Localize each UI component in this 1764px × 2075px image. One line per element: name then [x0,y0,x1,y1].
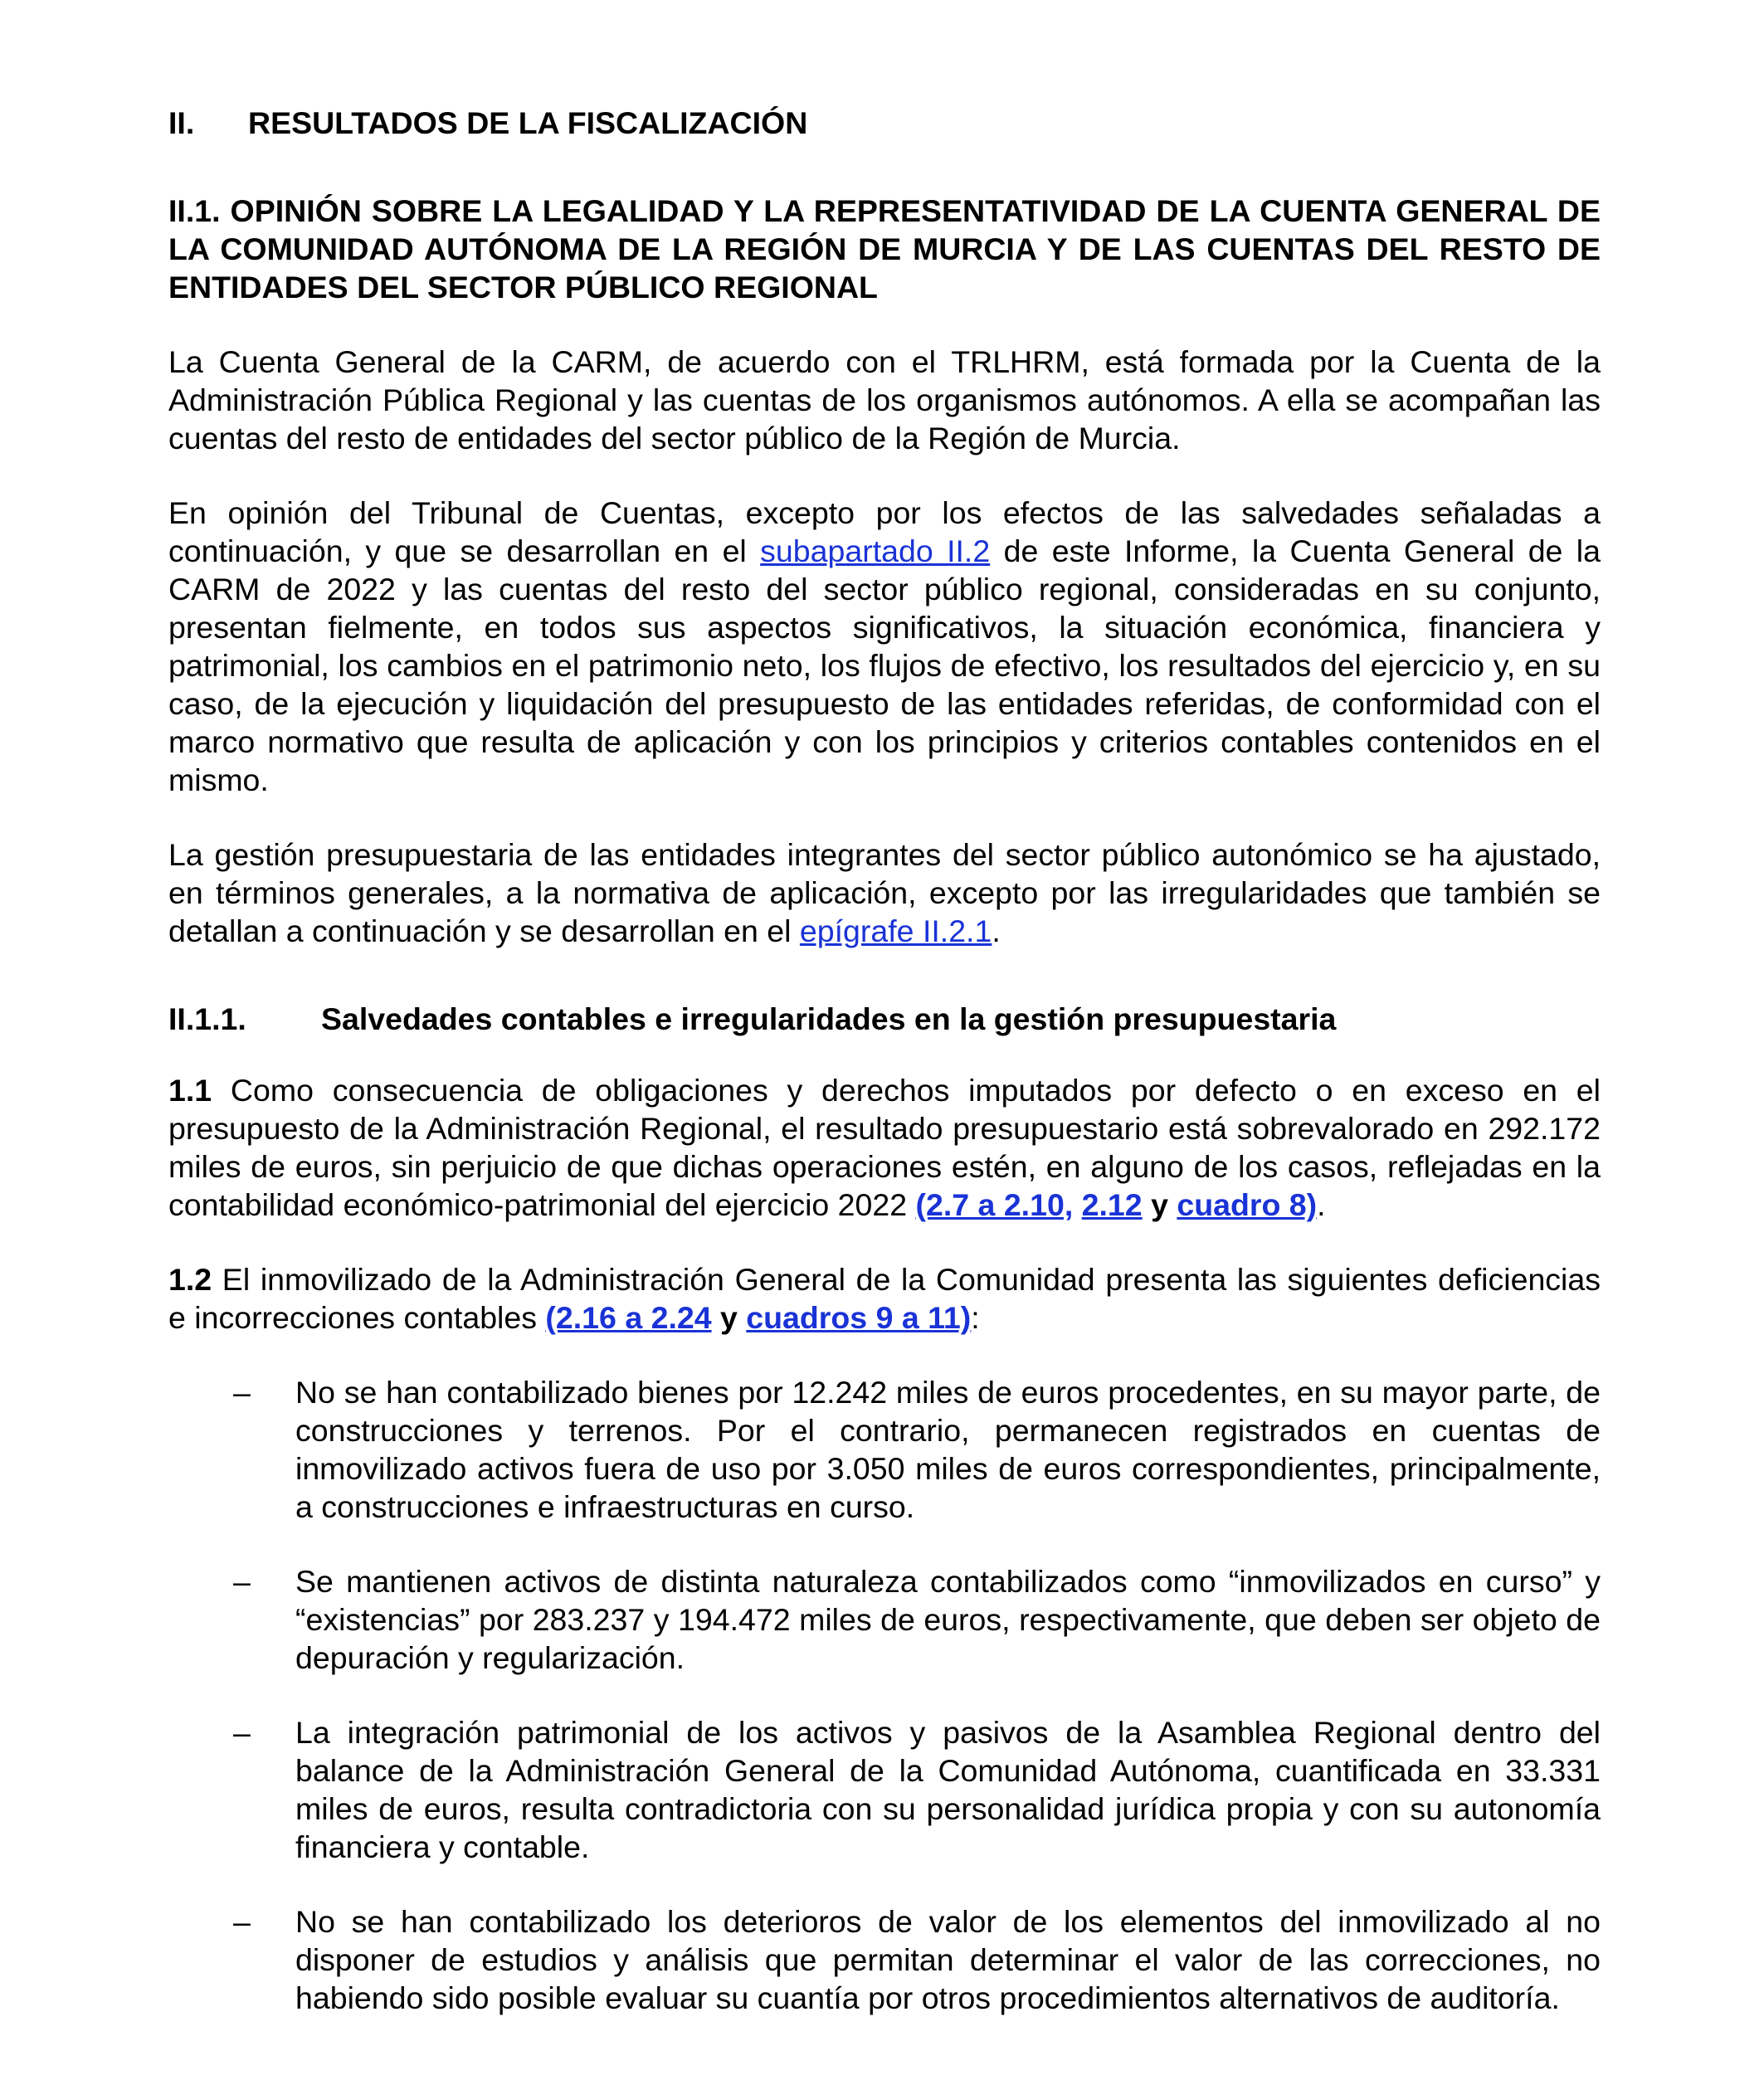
document-page [168,104,1601,2053]
separator: y [711,1300,747,1335]
list-item [168,1713,1601,1866]
list-item-text: La integración patrimonial de los activos y pasivos de la Asamblea Regional dentro del balance de la Administración General de la Comunidad Autónoma, cuantificada en 33.331 miles de euros, resulta contradictoria con su personalidad jurídica propia y con su autonomía financiera y contable. [295,1715,1601,1864]
finding-text: Como consecuencia de obligaciones y derechos imputados por defecto o en exceso en el presupuesto de la Administración Regional, el resultado presupuestario está sobrevalorado en 292.172 miles de euros, sin perjuicio de que dichas operaciones estén, en alguno de los casos, reflejadas en la contabilidad económico-patrimonial del ejercicio 2022 [168,1073,1601,1222]
finding-number: 1.1 [168,1073,212,1108]
link-2-12[interactable]: 2.12 [1081,1187,1143,1222]
subsubsection-number: II.1.1. [168,1001,246,1036]
link-epigrafe-ii21[interactable]: epígrafe II.2.1 [799,913,992,948]
intro-paragraph-3 [168,835,1601,950]
list-item-text: No se han contabilizado bienes por 12.242 miles de euros procedentes, en su mayor parte, de construcciones y terrenos. Por el contrario, permanecen registrados en cuentas de inmovilizado activos fuera de uso por 3.050 miles de euros correspondientes, principalmente, a construcciones e infraestructuras en curso. [295,1375,1601,1524]
list-item-text: No se han contabilizado los deterioros de valor de los elementos del inmovilizado al no disponer de estudios y análisis que permitan determinar el valor de las correcciones, no habiendo sido posible evaluar su cuantía por otros procedimientos alternativos de auditoría. [295,1904,1601,2015]
list-item-text: Se mantienen activos de distinta naturaleza contabilizados como “inmovilizados en curso” y “existencias” por 283.237 y 194.472 miles de euros, respectivamente, que deben ser objeto de depuración y regularización. [295,1564,1601,1675]
section-title: RESULTADOS DE LA FISCALIZACIÓN [248,105,808,140]
section-heading [168,104,1601,142]
dash-bullet: – [233,1375,251,1410]
separator: y [1142,1187,1177,1222]
paragraph-text: . [992,913,1001,948]
dash-bullet: – [233,1904,251,1939]
finding-end: : [971,1300,980,1335]
subsubsection-title: Salvedades contables e irregularidades en la gestión presupuestaria [321,1001,1337,1036]
link-2-7-a-2-10[interactable]: (2.7 a 2.10, [915,1187,1074,1222]
link-2-16-a-2-24[interactable]: (2.16 a 2.24 [545,1300,712,1335]
finding-number: 1.2 [168,1262,212,1297]
list-item [168,1373,1601,1526]
finding-text: El inmovilizado de la Administración General de la Comunidad presenta las siguientes deficiencias e incorrecciones contables [168,1262,1601,1335]
link-cuadro-8[interactable]: cuadro 8) [1177,1187,1318,1222]
finding-1-1 [168,1071,1601,1224]
finding-end: . [1317,1187,1326,1222]
subsubsection-heading [168,1000,1601,1038]
dash-bullet: – [233,1564,251,1599]
list-item [168,1902,1601,2017]
deficiency-list [168,1373,1601,2017]
list-item [168,1562,1601,1677]
intro-paragraph-1: La Cuenta General de la CARM, de acuerdo con el TRLHRM, está formada por la Cuenta de la Administración Pública Regional y las cuentas de los organismos autónomos. A ella se acompañan las cuentas del resto de entidades del sector público de la Región de Murcia. [168,344,1601,455]
paragraph-text: de este Informe, la Cuenta General de la CARM de 2022 y las cuentas del resto del sector público regional, consideradas en su conjunto, presentan fielmente, en todos sus aspectos significativos, la situación económica, financiera y patrimonial, los cambios en el patrimonio neto, los flujos de efectivo, los resultados del ejercicio y, en su caso, de la ejecución y liquidación del presupuesto de las entidades referidas, de conformidad con el marco normativo que resulta de aplicación y con los principios y criterios contables contenidos en el mismo. [168,533,1601,797]
subsection-heading: II.1. OPINIÓN SOBRE LA LEGALIDAD Y LA REPRESENTATIVIDAD DE LA CUENTA GENERAL DE LA COMUNIDAD AUTÓNOMA DE LA REGIÓN DE MURCIA Y DE LAS CUENTAS DEL RESTO DE ENTIDADES DEL SECTOR PÚBLICO REGIONAL [168,193,1601,304]
paragraph-text: En opinión del Tribunal de Cuentas, excepto por los efectos de las salvedades señaladas a continuación, y que se desarrollan en el [168,495,1601,568]
dash-bullet: – [233,1715,251,1750]
separator [1073,1187,1081,1222]
link-cuadros-9-a-11[interactable]: cuadros 9 a 11) [746,1300,972,1335]
paragraph-text: La gestión presupuestaria de las entidades integrantes del sector público autonómico se ha ajustado, en términos generales, a la normativa de aplicación, excepto por las irregularidades que también se detallan a continuación y se desarrollan en el [168,837,1601,948]
intro-paragraph-2 [168,494,1601,799]
link-subapartado-ii2[interactable]: subapartado II.2 [760,533,991,568]
section-number: II. [168,105,195,140]
finding-1-2 [168,1260,1601,1337]
